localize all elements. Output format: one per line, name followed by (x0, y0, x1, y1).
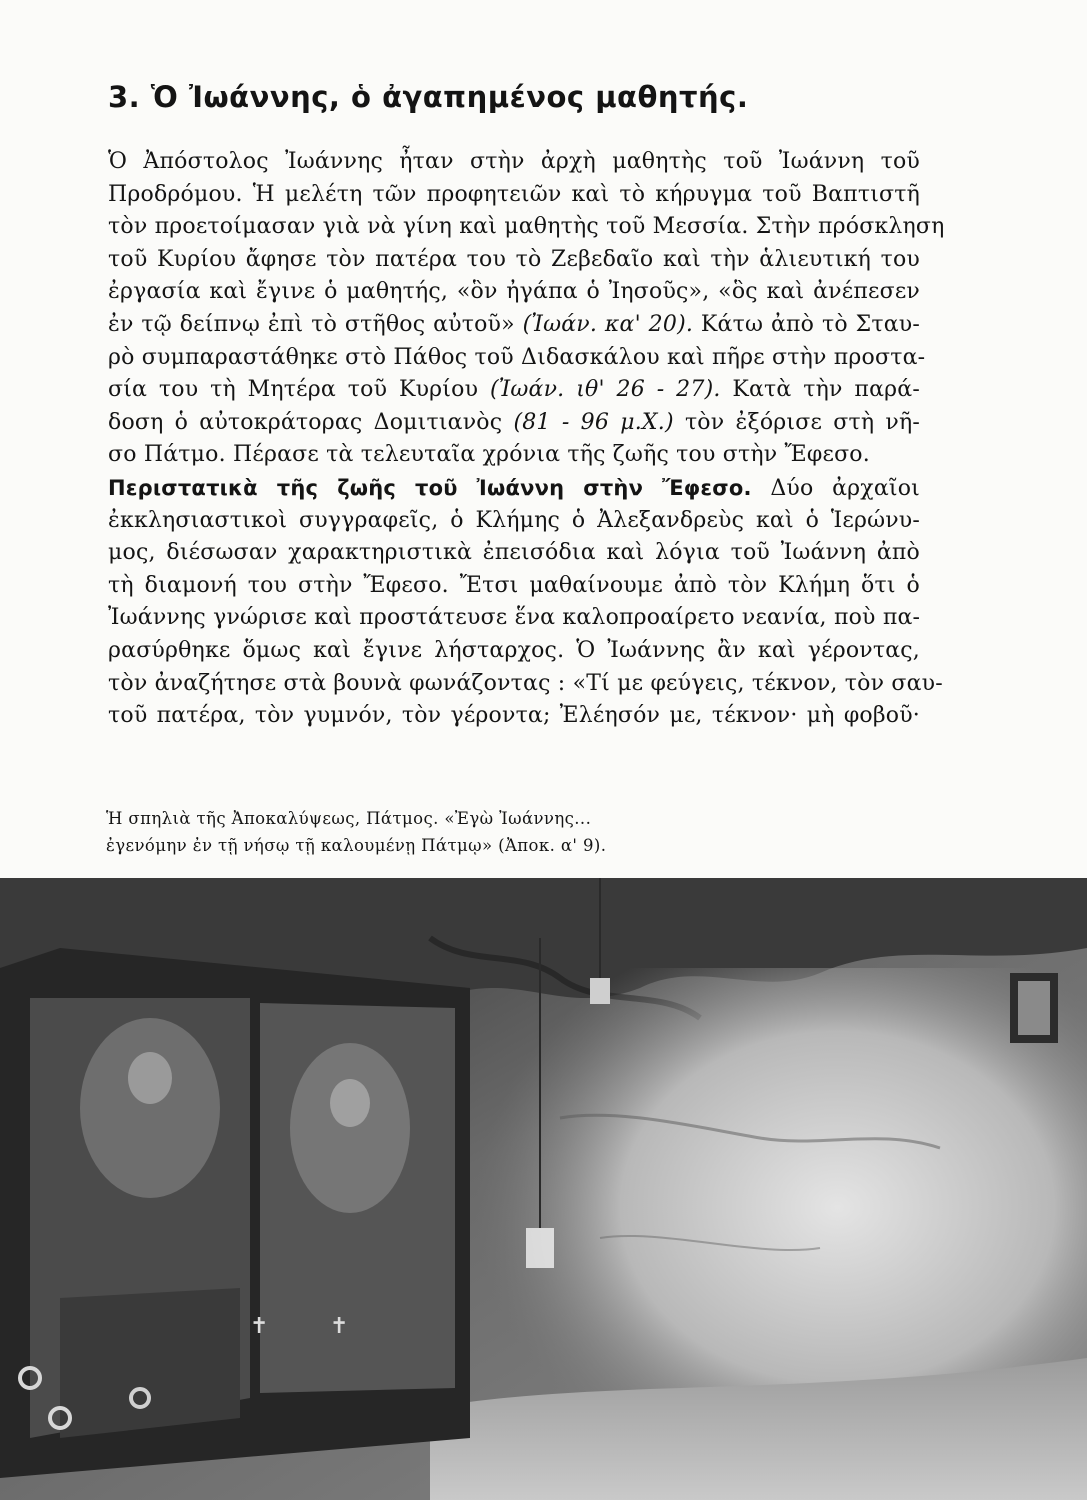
cave-photo-illustration (0, 878, 1087, 1500)
text-line: ἐκκλησιαστικοὶ συγγραφεῖς, ὁ Κλήμης ὁ Ἀλεξανδρεὺς καὶ ὁ Ἱερώνυ- (108, 507, 920, 533)
text-line: τὸν προετοίμασαν γιὰ νὰ γίνη καὶ μαθητὴς τοῦ Μεσσία. Στὴν πρόσκληση (108, 214, 945, 240)
section-heading: 3. Ὁ Ἰωάννης, ὁ ἀγαπημένος μαθητής. (108, 80, 749, 114)
photo-caption (106, 805, 726, 859)
text-line: σο Πάτμο. Πέρασε τὰ τελευταῖα χρόνια τῆς ζωῆς του στὴν Ἔφεσο. (108, 442, 870, 468)
text-line: ἐν τῷ δείπνῳ ἐπὶ τὸ στῆθος αὐτοῦ» (Ἰωάν. κα' 20). Κάτω ἀπὸ τὸ Σταυ- (108, 311, 921, 337)
caption-line: ἐγενόμην ἐν τῇ νήσῳ τῇ καλουμένῃ Πάτμῳ» (Ἀποκ. α' 9). (106, 836, 607, 855)
caption-line: Ἡ σπηλιὰ τῆς Ἀποκαλύψεως, Πάτμος. «Ἐγὼ Ἰωάννης... (106, 809, 592, 828)
text-line: Ὁ Ἀπόστολος Ἰωάννης ἦταν στὴν ἀρχὴ μαθητὴς τοῦ Ἰωάννη τοῦ (108, 149, 920, 174)
body-text (108, 146, 945, 733)
text-line: τὸν ἀναζήτησε στὰ βουνὰ φωνάζοντας : «Τί με φεύγεις, τέκνον, τὸν σαυ- (108, 670, 943, 696)
scripture-reference: (Ἰωάν. ιθ' 26 - 27). (489, 377, 721, 403)
svg-text:✝: ✝ (250, 1314, 269, 1339)
text-line: Ἰωάννης γνώρισε καὶ προστάτευσε ἕνα καλοπροαίρετο νεανία, ποὺ πα- (108, 605, 921, 631)
subheading: Περιστατικὰ τῆς ζωῆς τοῦ Ἰωάννη στὴν Ἔφεσο. (108, 475, 752, 500)
text-line: ἐργασία καὶ ἔγινε ὁ μαθητής, «ὃν ἠγάπα ὁ Ἰησοῦς», «ὃς καὶ ἀνέπεσεν (108, 279, 920, 305)
text-line: Περιστατικὰ τῆς ζωῆς τοῦ Ἰωάννη στὴν Ἔφεσο. Δύο ἀρχαῖοι (108, 475, 920, 501)
text-line: Προδρόμου. Ἡ μελέτη τῶν προφητειῶν καὶ τὸ κήρυγμα τοῦ Βαπτιστῆ (108, 181, 920, 207)
text-line: μος, διέσωσαν χαρακτηριστικὰ ἐπεισόδια καὶ λόγια τοῦ Ἰωάννη ἀπὸ (108, 540, 920, 566)
svg-text:✝: ✝ (330, 1314, 349, 1339)
scripture-reference: (Ἰωάν. κα' 20). (522, 311, 694, 337)
text-line: ρὸ συμπαραστάθηκε στὸ Πάθος τοῦ Διδασκάλου καὶ πῆρε στὴν προστα- (108, 344, 926, 370)
text-line: ρασύρθηκε ὅμως καὶ ἔγινε λήσταρχος. Ὁ Ἰωάννης ἂν καὶ γέροντας, (108, 637, 920, 663)
date-range: (81 - 96 μ.Χ.) (513, 409, 674, 435)
text-line: τὴ διαμονή του στὴν Ἔφεσο. Ἔτσι μαθαίνουμε ἀπὸ τὸν Κλήμη ὅτι ὁ (108, 572, 920, 598)
cave-photograph (0, 878, 1087, 1500)
text-line: σία του τὴ Μητέρα τοῦ Κυρίου (Ἰωάν. ιθ' 26 - 27). Κατὰ τὴν παρά- (108, 377, 920, 403)
text-line: τοῦ πατέρα, τὸν γυμνόν, τὸν γέροντα; Ἐλέησόν με, τέκνον· μὴ φοβοῦ· (108, 703, 920, 729)
text-line: τοῦ Κυρίου ἄφησε τὸν πατέρα του τὸ Ζεβεδαῖο καὶ τὴν ἁλιευτική του (108, 246, 920, 272)
text-line: δοση ὁ αὐτοκράτορας Δομιτιανὸς (81 - 96 μ.Χ.) τὸν ἐξόρισε στὴ νῆ- (108, 409, 920, 435)
